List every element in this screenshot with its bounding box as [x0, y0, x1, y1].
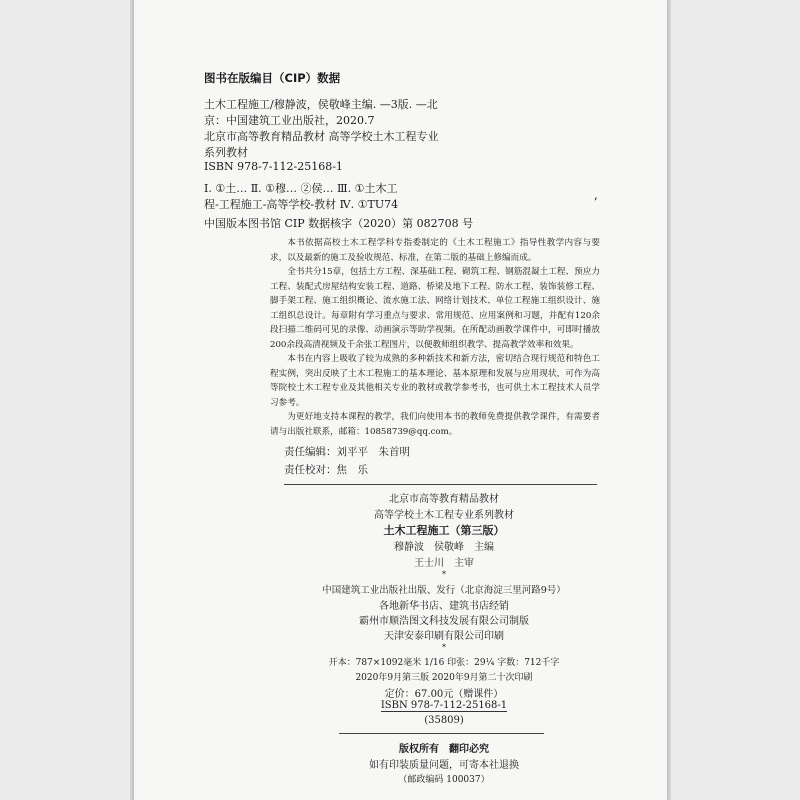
description-paragraph: 为更好地支持本课程的教学，我们向使用本书的教师免费提供教学课件，有需要者请与出版社联系，邮箱：10858739@qq.com。 — [270, 412, 600, 437]
page-gutter-right — [667, 0, 671, 800]
series-name: 高等学校土木工程专业系列教材 — [374, 510, 514, 521]
postcode: （邮政编码 100037） — [398, 775, 490, 785]
cip-record-number: 中国版本图书馆 CIP 数据核字（2020）第 082708 号 — [204, 217, 474, 230]
divider — [339, 733, 544, 734]
responsible-editor: 责任编辑：刘平平 朱首明 — [284, 446, 410, 458]
description-paragraph: 全书共分15章，包括土方工程、深基础工程、砌筑工程、钢筋混凝土工程、预应力工程、装配式房屋结构安装工程、道路、桥梁及地下工程、防水工程、装饰装修工程、脚手架工程、施工组织概论、流水施工法、网络计划技术、单位工程施工组织设计、施工组织总设计。每章附有学习重点与要求、常用规范、应用案例和习题，并配有120余段扫描二维码可见的录像、动画演示等助学视频。在所配动画教学课件中，可即时播放200余段高清视频及千余张工程图片，以便教师组织教学、提高教学效率和效果。 — [270, 267, 600, 350]
cip-line: 土木工程施工/穆静波，侯敬峰主编. —3版. —北 — [204, 98, 438, 111]
book-title: 土木工程施工（第三版） — [383, 524, 505, 537]
series-name: 北京市高等教育精品教材 — [389, 494, 499, 505]
cip-line: 程-工程施工-高等学校-教材 Ⅳ. ①TU74 — [204, 198, 399, 211]
description-paragraph: 本书依据高校土木工程学科专指委制定的《土木工程施工》指导性教学内容与要求，以及最新的施工及验收规范、标准，在第二版的基础上修编而成。 — [270, 238, 600, 263]
cip-isbn: ISBN 978-7-112-25168-1 — [204, 160, 343, 173]
cip-line: 京：中国建筑工业出版社，2020.7 — [204, 114, 375, 127]
typesetter: 霸州市顺浩图文科技发展有限公司制版 — [359, 616, 529, 627]
separator-star: * — [442, 570, 446, 579]
printer: 天津安泰印刷有限公司印刷 — [384, 631, 504, 642]
edition-info: 2020年9月第三版 2020年9月第二十次印刷 — [355, 673, 533, 683]
isbn-text: ISBN 978-7-112-25168-1 — [380, 700, 508, 711]
cip-line: Ⅰ. ①土… Ⅱ. ①穆… ②侯… Ⅲ. ①土木工 — [204, 182, 398, 195]
book-specs: 开本：787×1092毫米 1/16 印张：29¼ 字数：712千字 — [328, 658, 560, 668]
price: 定价：67.00元（赠课件） — [384, 689, 504, 700]
reviewer: 王士川 主审 — [414, 558, 474, 569]
cip-line: 系列教材 — [204, 146, 248, 159]
return-notice: 如有印装质量问题，可寄本社退换 — [369, 760, 519, 771]
distributor: 各地新华书店、建筑书店经销 — [379, 601, 509, 612]
responsible-proofreader: 责任校对：焦 乐 — [284, 464, 368, 476]
cip-line: 北京市高等教育精品教材 高等学校土木工程专业 — [204, 130, 439, 143]
cip-title: 图书在版编目（CIP）数据 — [204, 71, 341, 85]
divider — [284, 484, 597, 485]
authors: 穆静波 侯敬峰 主编 — [394, 542, 494, 553]
book-description — [270, 236, 600, 439]
description-paragraph: 本书在内容上吸收了较为成熟的多种新技术和新方法，密切结合现行规范和特色工程实例，突出反映了土木工程施工的基本理论、基本原理和发展与应用现状，可作为高等院校土木工程专业及其他相关专业的教材或教学参考书，也可供土木工程技术人员学习参考。 — [270, 354, 600, 408]
isbn — [274, 700, 614, 711]
book-code: (35809) — [424, 715, 464, 726]
copyright-notice: 版权所有 翻印必究 — [399, 744, 489, 755]
book-copyright-page — [134, 0, 667, 800]
publisher: 中国建筑工业出版社出版、发行（北京海淀三里河路9号） — [322, 585, 566, 596]
separator-star: * — [442, 643, 446, 652]
stray-mark: , — [594, 188, 598, 202]
